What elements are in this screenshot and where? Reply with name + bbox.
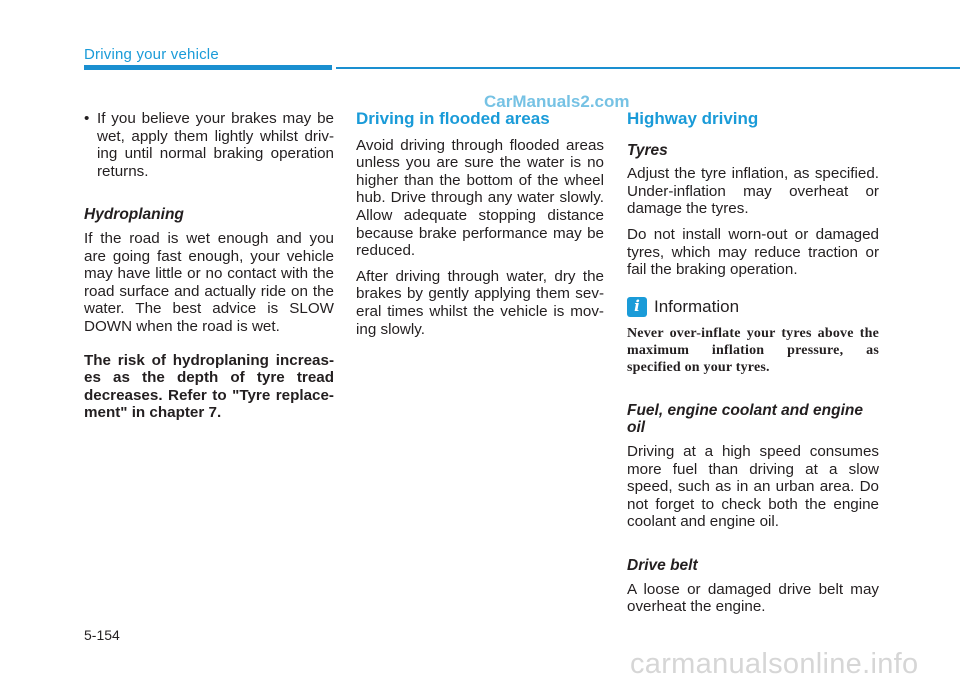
- column-2: [356, 110, 604, 346]
- info-icon: i: [627, 297, 647, 317]
- highway-heading: Highway driving: [627, 109, 759, 128]
- flooded-paragraph-1: Avoid driving through flooded areas unless you are sure the water is no higher than the bottom of the wheel hub. Drive through any water slowly. Allow adequate stopping distance because brake performance may be reduced.: [356, 136, 604, 260]
- information-title: Information: [654, 296, 740, 316]
- drive-belt-text: A loose or damaged drive belt may overheat the engine.: [627, 580, 879, 616]
- bullet-dot-icon: •: [84, 110, 90, 127]
- tyres-paragraph-1: Adjust the tyre inflation, as specified. Under-inflation may overheat or damage the tyres.: [627, 165, 879, 218]
- hydroplaning-text: If the road is wet enough and you are going fast enough, your vehicle may have little or no contact with the road surface and actually ride on the water. The best advice is SLOW DOWN when the road is wet.: [84, 229, 334, 335]
- section-title: Driving your vehicle: [84, 46, 219, 63]
- drive-belt-heading: Drive belt: [627, 556, 698, 574]
- hydroplaning-warning: The risk of hydroplaning increas-es as the depth of tyre tread decreases. Refer to "Tyre replace-ment" in chapter 7.: [84, 351, 334, 422]
- column-3: [627, 110, 879, 624]
- tyres-paragraph-2: Do not install worn-out or damaged tyres, which may reduce traction or fail the braking operation.: [627, 225, 879, 279]
- information-text: Never over-inflate your tyres above the maximum inflation pressure, as specified on your tyres.: [627, 325, 879, 375]
- flooded-heading: Driving in flooded areas: [356, 109, 550, 128]
- header-rule-thin: [336, 67, 960, 69]
- bullet-item: [84, 110, 334, 180]
- flooded-paragraph-2: After driving through water, dry the brakes by gently applying them sev-eral times whilst the vehicle is mov-ing slowly.: [356, 267, 604, 338]
- fuel-heading: Fuel, engine coolant and engine oil: [627, 401, 863, 437]
- watermark-top: CarManuals2.com: [484, 92, 630, 111]
- hydroplaning-heading: Hydroplaning: [84, 206, 184, 224]
- fuel-text: Driving at a high speed consumes more fuel than driving at a slow speed, such as in an urban area. Do not forget to check both the engine coolant and engine oil.: [627, 442, 879, 531]
- bullet-text: If you believe your brakes may be wet, apply them lightly whilst driv-ing until normal braking operation returns.: [97, 110, 334, 180]
- page-number: 5-154: [84, 627, 120, 643]
- header-rule-thick: [84, 65, 332, 70]
- information-header: [627, 297, 879, 317]
- column-1: [84, 110, 334, 430]
- watermark-bottom: carmanualsonline.info: [630, 648, 919, 680]
- tyres-heading: Tyres: [627, 141, 668, 159]
